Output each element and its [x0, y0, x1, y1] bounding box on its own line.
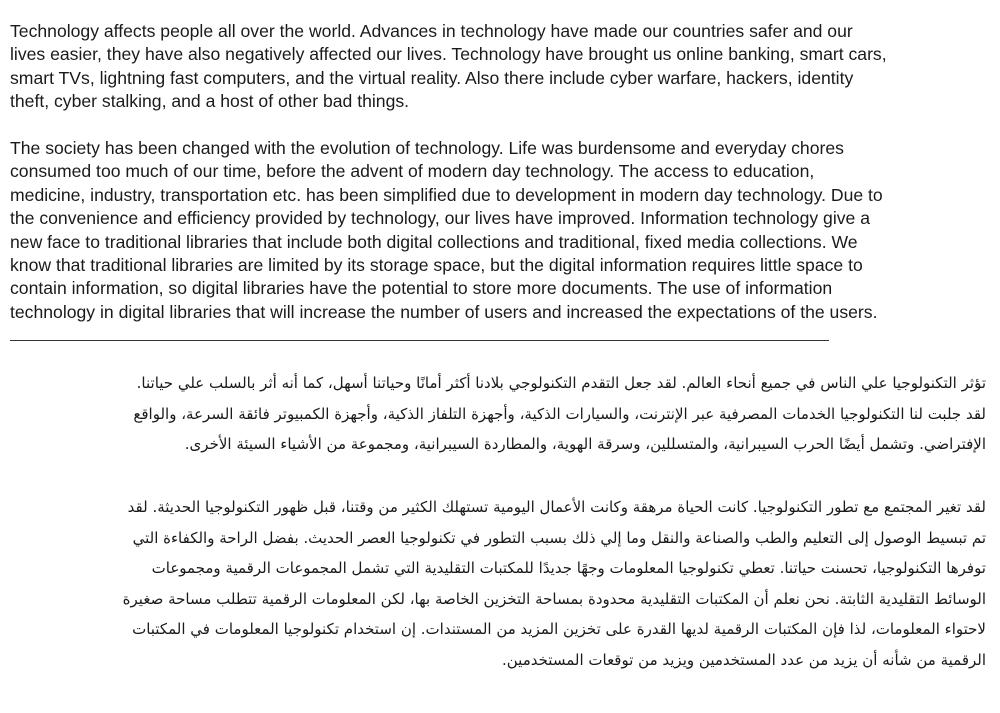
section-divider — [10, 340, 829, 341]
text-line: know that traditional libraries are limited by its storage space, but the digital information requires little space to — [10, 255, 863, 276]
text-line: تؤثر التكنولوجيا علي الناس في جميع أنحاء العالم. لقد جعل التقدم التكنولوجي بلادنا أكثر أمانًا وحياتنا أسهل، كما أنه أثر بالسلب علي حياتنا. — [136, 374, 986, 392]
text-line: الوسائط التقليدية الثابتة. نحن نعلم أن المكتبات التقليدية محدودة بمساحة التخزين الخاصة بها، لكن المعلومات الرقمية تتطلب مساحة صغيرة — [122, 589, 986, 608]
text-line: لقد تغير المجتمع مع تطور التكنولوجيا. كانت الحياة مرهقة وكانت الأعمال اليومية تستهلك الكثير من وقتنا، قبل ظهور التكنولوجيا الحديثة. لقد — [127, 498, 986, 516]
english-paragraph-2 — [10, 137, 994, 324]
text-line: Technology affects people all over the world. Advances in technology have made our countries safer and our — [10, 21, 853, 41]
text-line: الإفتراضي. وتشمل أيضًا الحرب السيبرانية، والمتسللين، وسرقة الهوية، والمطاردة السيبرانية، ومجموعة من الأشياء السيئة الأخرى. — [184, 435, 986, 454]
text-line: تم تبسيط الوصول إلى التعليم والطب والصناعة والنقل وما إلي ذلك بسبب التطور في تكنولوجيا العصر الحديث. بفضل الراحة والكفاءة التي — [132, 528, 986, 547]
text-line: lives easier, they have also negatively affected our lives. Technology have brought us online banking, smart cars, — [10, 44, 887, 65]
text-line: consumed too much of our time, before the advent of modern day technology. The access to education, — [10, 161, 815, 182]
arabic-paragraph-2 — [1, 492, 986, 676]
text-line: medicine, industry, transportation etc. has been simplified due to development in modern day technology. Due to — [10, 184, 883, 205]
text-line: توفرها التكنولوجيا، تحسنت حياتنا. تعطي تكنولوجيا المعلومات وجهًا جديدًا للمكتبات التقليدية التي تشمل المجموعات الرقمية ومجموعات — [151, 559, 986, 578]
text-line: contain information, so digital libraries have the potential to store more documents. The use of information — [10, 278, 833, 299]
text-line: theft, cyber stalking, and a host of other bad things. — [10, 91, 410, 112]
text-line: الرقمية من شأنه أن يزيد من عدد المستخدمين ويزيد من توقعات المستخدمين. — [501, 650, 986, 669]
text-line: technology in digital libraries that will increase the number of users and increased the expectations of the users. — [10, 301, 878, 322]
text-line: smart TVs, lightning fast computers, and the virtual reality. Also there include cyber warfare, hackers, identity — [10, 67, 854, 88]
text-line: the convenience and efficiency provided by technology, our lives have improved. Information technology give a — [10, 208, 871, 229]
text-line: لاحتواء المعلومات، لذا فإن المكتبات الرقمية لديها القدرة على تخزين المزيد من المستندات. إن استخدام تكنولوجيا المعلومات في المكتبات — [132, 620, 986, 639]
text-line: The society has been changed with the evolution of technology. Life was burdensome and everyday chores — [10, 138, 844, 158]
arabic-paragraph-1 — [1, 368, 986, 460]
text-line: new face to traditional libraries that include both digital collections and traditional, fixed media collections. We — [10, 231, 858, 252]
text-line: لقد جلبت لنا التكنولوجيا الخدمات المصرفية عبر الإنترنت، والسيارات الذكية، وأجهزة التلفاز الذكية، وأجهزة الكمبيوتر فائقة السرعة، والواقع — [133, 404, 986, 423]
english-paragraph-1 — [10, 20, 994, 114]
